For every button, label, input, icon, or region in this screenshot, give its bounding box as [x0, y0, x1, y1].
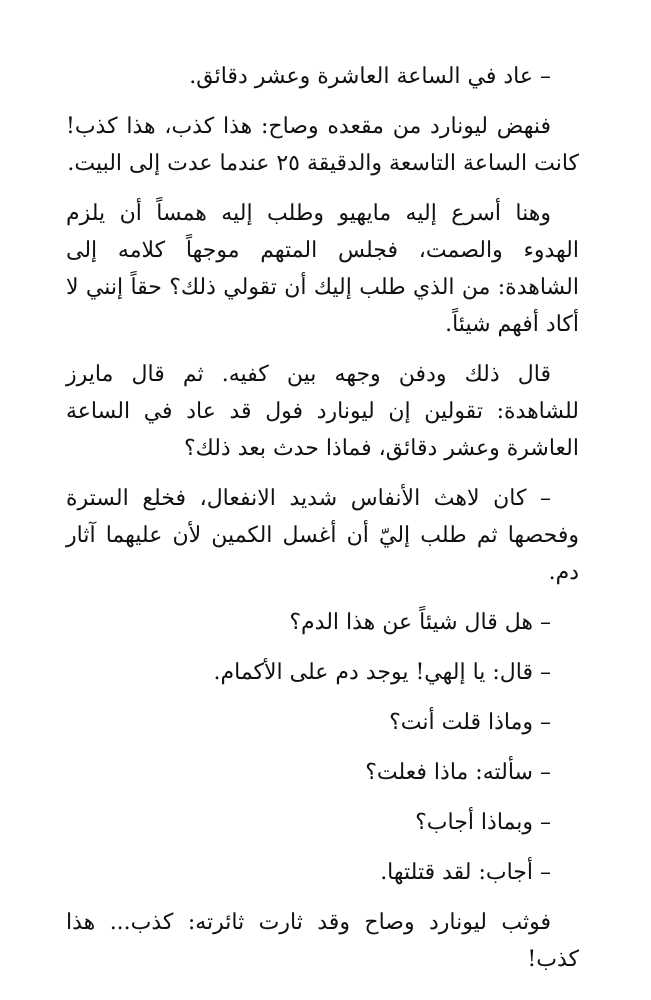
paragraph-5: – كان لاهث الأنفاس شديد الانفعال، فخلع السترة وفحصها ثم طلب إليّ أن أغسل الكمين لأن عليهما آثار دم. — [66, 486, 579, 585]
paragraph-2: فنهض ليونارد من مقعده وصاح: هذا كذب، هذا كذب! كانت الساعة التاسعة والدقيقة ٢٥ عندما عدت إلى البيت. — [66, 114, 579, 176]
paragraph-11: – أجاب: لقد قتلتها. — [380, 860, 551, 885]
paragraph-7: – قال: يا إلهي! يوجد دم على الأكمام. — [213, 660, 551, 685]
paragraph-6: – هل قال شيئاً عن هذا الدم؟ — [289, 610, 551, 635]
paragraph-3: وهنا أسرع إليه مايهيو وطلب إليه همساً أن يلزم الهدوء والصمت، فجلس المتهم موجهاً كلامه إلى الشاهدة: من الذي طلب إليك أن تقولي ذلك؟ حقاً إنني لا أكاد أفهم شيئاً. — [66, 201, 579, 337]
paragraph-12: فوثب ليونارد وصاح وقد ثارت ثائرته: كذب... هذا كذب! — [66, 910, 579, 972]
paragraph-1: – عاد في الساعة العاشرة وعشر دقائق. — [189, 64, 551, 89]
paragraph-4: قال ذلك ودفن وجهه بين كفيه. ثم قال مايرز للشاهدة: تقولين إن ليونارد فول قد عاد في الساعة العاشرة وعشر دقائق، فماذا حدث بعد ذلك؟ — [66, 362, 579, 461]
paragraph-8: – وماذا قلت أنت؟ — [389, 710, 551, 735]
paragraph-10: – وبماذا أجاب؟ — [415, 810, 551, 835]
paragraph-9: – سألته: ماذا فعلت؟ — [365, 760, 551, 785]
